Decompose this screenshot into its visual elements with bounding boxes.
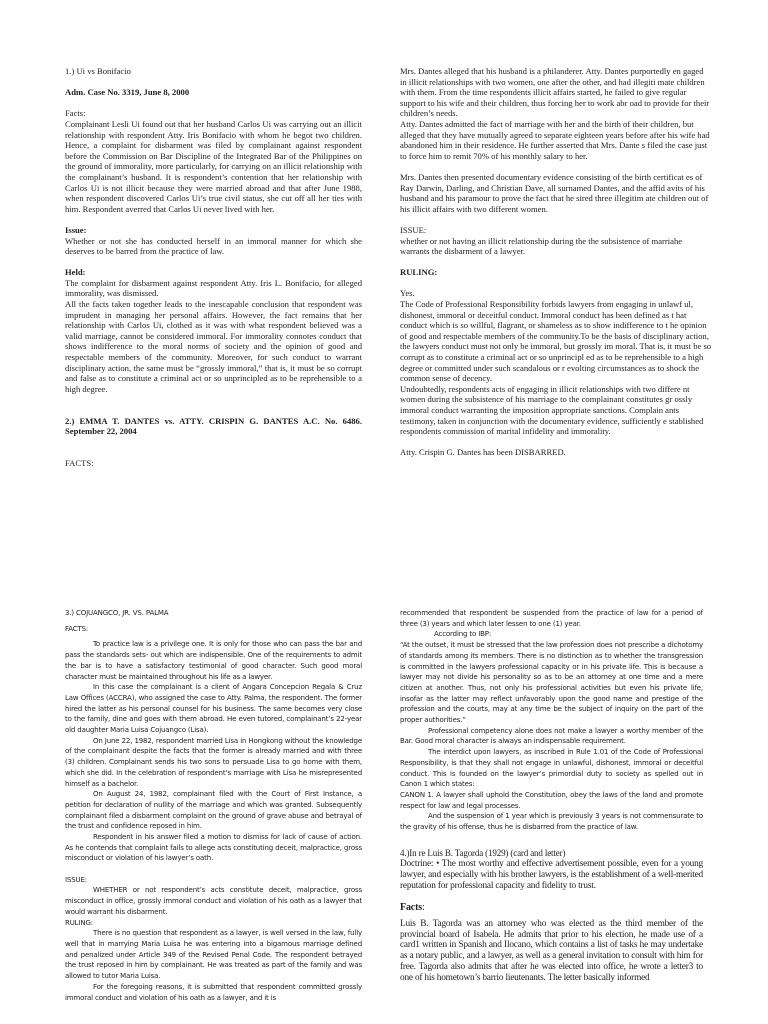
ibp-text: “At the outset, it must be stressed that the law profession does not prescribe a dichotomy of standards among its members. There is no distinction as to whether the transgression is committed in the lawyers professional capacity or in his private life. This is because a lawyer may not divide his personality so as to be an attorney at one time and a mere citizen at another. Thus, not only his professional activities but even his private life, insofar as the latter may reflect unfavorably upon the good name and prestige of the profession and the courts, may at any time be the subject of inquiry on the part of the proper authorities.” (400, 641, 703, 725)
case1-title: 1.) Ui vs Bonifacio (65, 66, 131, 76)
case3-ruling-p2: For the foregoing reasons, it is submitted that respondent committed grossly immoral conduct and violation of his oath as a lawyer, and it is (65, 982, 362, 1002)
case2-ruling-text-1: The Code of Professional Responsibility forbids lawyers from engaging in unlawf ul, dishonest, immoral or deceitful conduct. Immoral conduct has been defined as t hat conduct which is so willful, flagrant, or shameless as to show indifference to t he opinion of good and respectable members of the community.To be the basis of disciplinary action, the lawyers conduct must not only be immoral, but grossly im moral. That is, it must be so corrupt as to constitute a criminal act or so unprincipl ed as to be reprehensible to a high degree or committed under such scandalous or r evolting circumstances as to shock the common sense of decency. (400, 299, 712, 384)
document-page-2 (0, 560, 768, 1024)
case1-facts-heading: Facts: (65, 108, 86, 119)
ibp-label: According to IBP: (434, 630, 492, 639)
case2-disbarred: Atty. Crispin G. Dantes has been DISBARRED. (400, 447, 566, 458)
page1-right-column (400, 66, 712, 458)
case4-facts-colon: : (422, 901, 425, 913)
case2-ruling-heading: RULING: (400, 267, 438, 278)
case3-facts-p2: In this case the complainant is a client of Angara Concepcion Regala & Cruz Law Offices (ACCRA), who assigned the case to Atty. Palma, the respondent. The former hired the latter as his personal counsel for his business. The same becomes very close to the family, dine and goes with them abroad. He even tutored, complainant’s 22-year old daughter Maria Luisa Cojuangco (Lisa). (65, 683, 362, 735)
case1-issue-text: Whether or not she has conducted herself in an immoral manner for which she deserves to be barred from the practice of law. (65, 235, 362, 257)
case1-held-text-1: The complaint for disbarment against respondent Atty. Iris L. Bonifacio, for alleged immorality, was dismissed. (65, 277, 362, 299)
case3-ruling-cont: recommended that respondent be suspended from the practice of law for a period of three (3) years and which later lessen to one (1) year. (400, 609, 703, 628)
case3-facts-p4: On August 24, 1982, complainant filed with the Court of First Instance, a petition for declaration of nullity of the marriage and which was granted. Subsequently complainant filed a disbarment complaint on the ground of grave abuse and betrayal of the trust and confidence reposed in him. (65, 790, 362, 831)
case4-facts-label: Facts (400, 901, 423, 913)
case4-facts-text: Luis B. Tagorda was an attorney who was elected as the third member of the provincial board of Isabela. He admits that prior to his election, he made use of a card1 written in Spanish and Ilocano, which contains a list of tasks he may undertake as a notary public, and a lawyer, as well as a general invitation to consult with him for free. Tagorda also admits that after he was elected into office, he wrote a letter3 to one of his hometown’s barrio lieutenants. The letter basically informed (400, 918, 703, 983)
case3-facts-p3: On June 22, 1982, respondent married Lisa in Hongkong without the knowledge of the complainant despite the facts that the former is already married and with three (3) children. Complainant sends his two sons to persuade Lisa to go home with them, which she did. In the celebration of respondent’s marriage with Lisa he misrepresented himself as a bachelor. (65, 736, 362, 788)
case2-ruling-yes: Yes. (400, 288, 415, 299)
case3-facts-p1: To practice law is a privilege one. It is only for those who can pass the bar and pass the standards sets- out which are indispensible. One of the requirements to admit the bar is to have a satisfactory testimonial of good character. Such good moral character must be maintained throughout his life as a lawyer. (65, 640, 362, 681)
case3-issue-text: WHETHER or not respondent’s acts constitute deceit, malpractice, gross misconduct in office, grossly immoral conduct and violation of his oath as a lawyer that would warrant his disbarment. (65, 886, 362, 916)
case3-facts-heading: FACTS: (65, 624, 89, 633)
page2-right-column (400, 608, 703, 984)
interdict-text: The interdict upon lawyers, as inscribed in Rule 1.01 of the Code of Professional Responsibility, is that they shall not engage in unlawful, dishonest, immoral or deceitful conduct. This is founded on the lawyer’s primordial duty to society as spelled out in Canon 1 which states: (400, 748, 703, 789)
case2-para-3: Mrs. Dantes then presented documentary evidence consisting of the birth certificat es of Ray Darwin, Darling, and Christian Dave, all surnamed Dantes, and the affid avits of his husband and his paramour to prove the fact that he sired three illegitim ate children out of his illicit affairs with two different women. (400, 171, 709, 214)
case3-title: 3.) COJUANGCO, JR. VS. PALMA (65, 609, 169, 617)
canon-text: CANON 1. A lawyer shall uphold the Constitution, obey the laws of the land and promote respect for law and legal processes. (400, 790, 703, 810)
case1-held-heading: Held: (65, 267, 86, 278)
case1-citation: Adm. Case No. 3319, June 8, 2000 (65, 87, 190, 98)
case4-facts-heading (400, 902, 703, 914)
page2-left-column (65, 608, 362, 1003)
case2-title: 2.) EMMA T. DANTES vs. ATTY. CRISPIN G. DANTES A.C. No. 6486. September 22, 2004 (65, 415, 362, 437)
suspension-text: And the suspension of 1 year which is previously 3 years is not commensurate to the gravity of his offense, thus he is disbarred from the practice of law. (400, 812, 703, 832)
case2-issue-text: whether or not having an illicit relationship during the the subsistence of marriahe warrants the disbarment of a lawyer. (400, 235, 683, 257)
case2-facts-heading: FACTS: (65, 457, 94, 468)
case2-para-2: Atty. Dantes admitted the fact of marriage with her and the birth of their children, but alleged that they have mutually agreed to separate eighteen years before after his wife had abandoned him in their residence. He further asserted that Mrs. Dante s filed the case just to force him to remit 70% of his monthly salary to her. (400, 118, 710, 161)
case1-issue-heading: Issue: (65, 224, 87, 235)
case1-facts-text: Complainant Lesli Ui found out that her husband Carlos Ui was carrying out an illicit relationship with respondent Atty. Iris Bonifacio with whom he begot two children. Hence, a complaint for disbarment was filed by complainant against respondent before the Commission on Bar Discipline of the Integrated Bar of the Philippines on the ground of immorality, more particularly, for carrying on an illicit relationship with the complainant’s husband. It is respondent’s contention that her relationship with Carlos Ui is not illicit because they were married abroad and that after June 1988, when respondent discovered Carlos Ui’s true civil status, she cut off all her ties with him. Respondent averred that Carlos Ui never lived with her. (65, 118, 362, 214)
case4-title: 4.)In re Luis B. Tagorda (1929) (card and letter) (400, 848, 566, 859)
case3-issue-heading: ISSUE: (65, 875, 87, 884)
case3-facts-p5: Respondent in his answer filed a motion to dismiss for lack of cause of action. As he contends that complaint fails to allege acts constituting deceit, malpractice, gross misconduct or violation of his lawyer’s oath. (65, 833, 362, 863)
competency-text: Professional competency alone does not make a lawyer a worthy member of the Bar. Good moral character is always an indispensable requirement. (400, 726, 703, 746)
case3-ruling-heading: RULING: (65, 918, 93, 927)
case2-para-1: Mrs. Dantes alleged that his husband is a philanderer. Atty. Dantes purportedly en gaged in illicit relationships with two women, one after the other, and had illegiti mate children with them. From the time respondents illicit affairs started, he failed to give regular support to his wife and their children, thus forcing her to work abr oad to provide for their children’s needs. (400, 66, 710, 119)
page1-left-column (65, 66, 362, 469)
case1-held-text-2: All the facts taken together leads to the inescapable conclusion that respondent was imprudent in managing her personal affairs. However, the fact remains that her relationship with Carlos Ui, clothed as it was with what respondent believed was a valid marriage, cannot be considered immoral. For immorality connotes conduct that shows indifference to the moral norms of society and the opinion of good and respectable members of the community. Moreover, for such conduct to warrant disciplinary action, the same must be “grossly immoral,” that is, it must be so corrupt and false as to constitute a criminal act or so unprincipled as to be reprehensible to a high degree. (65, 299, 362, 394)
case2-issue-heading: ISSUE: (400, 224, 427, 235)
case4-doctrine: Doctrine: • The most worthy and effective advertisement possible, even for a young lawyer, and especially with his brother lawyers, is the establishment of a well-merited reputation for professional capacity and fidelity to trust. (400, 859, 703, 891)
case2-ruling-text-2: Undoubtedly, respondents acts of engaging in illicit relationships with two differe nt women during the subsistence of his marriage to the complainant constitutes gr ossly immoral conduct warranting the imposition appropriate sanctions. Complain ants testimony, taken in conjunction with the documentary evidence, sufficiently e stablished respondents commission of marital infidelity and immorality. (400, 383, 704, 437)
case3-ruling-p1: There is no question that respondent as a lawyer, is well versed in the law, fully well that in marrying Maria Luisa he was entering into a bigamous marriage defined and penalized under Article 349 of the Revised Penal Code. The respondent betrayed the trust reposed in him by complainant. He was treated as part of the family and was allowed to tutor Maria Luisa. (65, 929, 362, 981)
